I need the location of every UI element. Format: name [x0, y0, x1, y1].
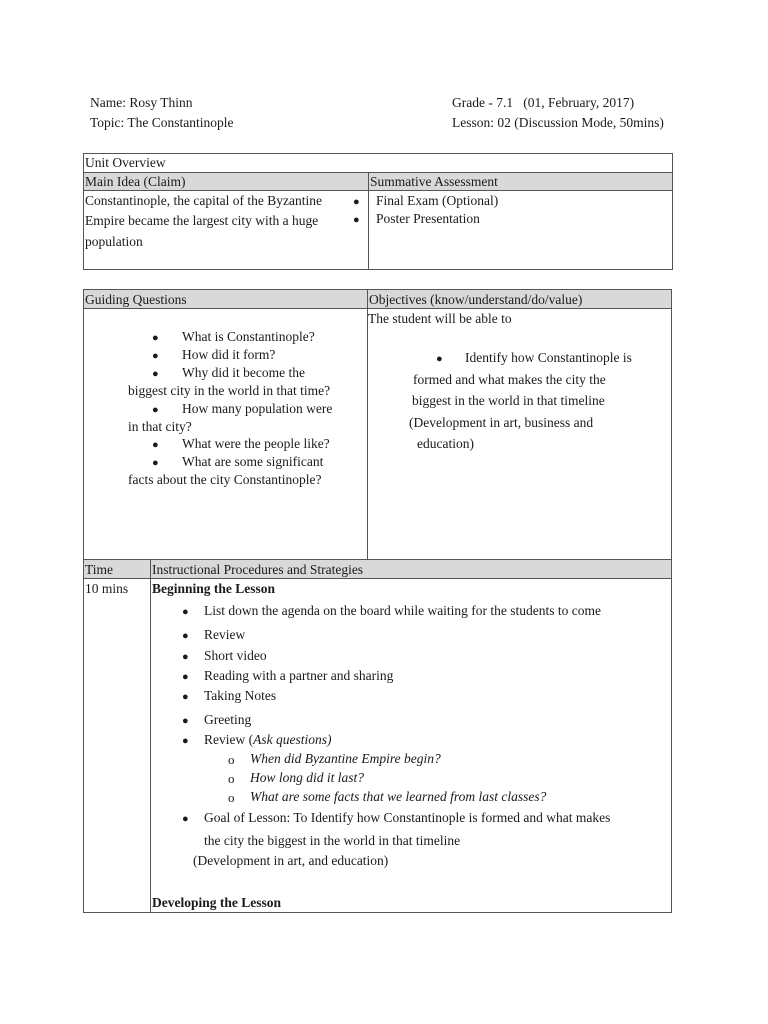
objective-line: biggest in the world in that timeline — [412, 393, 605, 408]
guiding-question: What are some significant — [182, 454, 324, 469]
bullet-icon: ● — [353, 214, 360, 226]
procedure-item: Greeting — [204, 712, 252, 727]
time-label: Time — [85, 562, 114, 577]
bullet-icon: ● — [182, 691, 189, 703]
beginning-heading: Beginning the Lesson — [152, 581, 276, 596]
unit-overview-label: Unit Overview — [85, 155, 166, 170]
review-question: How long did it last? — [250, 770, 365, 785]
bullet-icon: ● — [182, 606, 189, 618]
bullet-icon: ● — [152, 457, 159, 469]
objective-line: (Development in art, business and — [409, 415, 594, 430]
goal-line: (Development in art, and education) — [193, 853, 389, 868]
guiding-question-cont: in that city? — [128, 419, 192, 434]
bullet-icon: ● — [152, 350, 159, 362]
guiding-question: What is Constantinople? — [182, 329, 315, 344]
review-question: What are some facts that we learned from last classes? — [250, 789, 547, 804]
bullet-icon: ● — [152, 439, 159, 451]
procedure-item: Review — [204, 627, 246, 642]
bullet-icon: ● — [182, 813, 189, 825]
guiding-question-cont: facts about the city Constantinople? — [128, 472, 322, 487]
bullet-icon: ● — [152, 368, 159, 380]
lesson-topic: Topic: The Constantinople — [90, 115, 234, 130]
time-value: 10 mins — [85, 581, 129, 596]
review-question: When did Byzantine Empire begin? — [250, 751, 441, 766]
objective-intro: The student will be able to — [368, 311, 512, 326]
developing-heading: Developing the Lesson — [152, 895, 282, 910]
bullet-icon: ● — [353, 196, 360, 208]
guiding-question-cont: biggest city in the world in that time? — [128, 383, 331, 398]
main-idea-label: Main Idea (Claim) — [85, 174, 186, 189]
guiding-question: Why did it become the — [182, 365, 305, 380]
procedure-item: List down the agenda on the board while waiting for the students to come — [204, 603, 602, 618]
review-label: Review ( — [204, 732, 254, 747]
bullet-icon: ● — [182, 651, 189, 663]
review-ask: Ask questions) — [253, 732, 332, 747]
bullet-icon: ● — [152, 404, 159, 416]
summative-assessment-label: Summative Assessment — [370, 174, 498, 189]
sub-bullet-icon: o — [228, 752, 235, 767]
main-idea-line: population — [85, 234, 143, 249]
guiding-questions-label: Guiding Questions — [85, 292, 187, 307]
guiding-question: What were the people like? — [182, 436, 330, 451]
procedure-item: Reading with a partner and sharing — [204, 668, 394, 683]
assessment-item: Final Exam (Optional) — [376, 193, 499, 208]
bullet-icon: ● — [182, 715, 189, 727]
procedure-item: Taking Notes — [204, 688, 277, 703]
bullet-icon: ● — [182, 671, 189, 683]
assessment-item: Poster Presentation — [376, 211, 480, 226]
lesson-info: Lesson: 02 (Discussion Mode, 50mins) — [452, 115, 664, 130]
objective-line: formed and what makes the city the — [413, 372, 606, 387]
strategies-label: Instructional Procedures and Strategies — [152, 562, 364, 577]
bullet-icon: ● — [436, 353, 443, 365]
bullet-icon: ● — [152, 332, 159, 344]
objective-line: Identify how Constantinople is — [465, 350, 632, 365]
bullet-icon: ● — [182, 735, 189, 747]
grade-date: Grade - 7.1 (01, February, 2017) — [452, 95, 635, 110]
student-name: Name: Rosy Thinn — [90, 95, 193, 110]
objectives-label: Objectives (know/understand/do/value) — [369, 292, 583, 307]
bullet-icon: ● — [182, 630, 189, 642]
sub-bullet-icon: o — [228, 771, 235, 786]
objective-line: education) — [417, 436, 474, 451]
guiding-question: How many population were — [182, 401, 333, 416]
guiding-question: How did it form? — [182, 347, 276, 362]
goal-line: the city the biggest in the world in that timeline — [204, 833, 461, 848]
main-idea-line: Empire became the largest city with a huge — [85, 213, 319, 228]
main-idea-line: Constantinople, the capital of the Byzantine — [85, 193, 322, 208]
sub-bullet-icon: o — [228, 790, 235, 805]
procedure-item: Short video — [204, 648, 267, 663]
review-item — [204, 731, 331, 749]
goal-line: Goal of Lesson: To Identify how Constantinople is formed and what makes — [204, 810, 611, 825]
